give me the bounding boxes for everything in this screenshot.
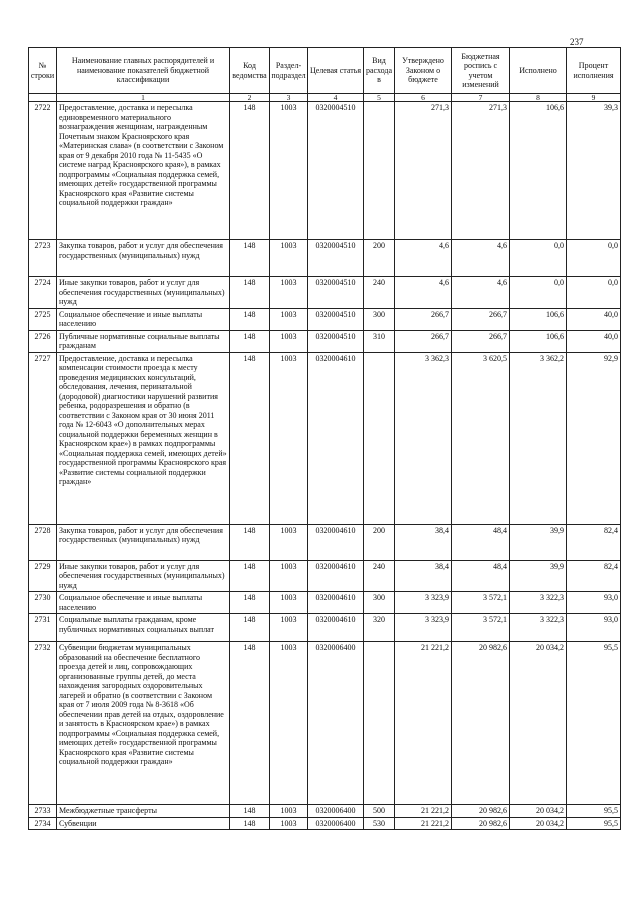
table-row bbox=[29, 592, 621, 614]
section-code: 1003 bbox=[270, 240, 308, 277]
execution-percent: 40,0 bbox=[567, 330, 621, 352]
execution-percent: 93,0 bbox=[567, 614, 621, 642]
target-article: 0320004510 bbox=[308, 330, 364, 352]
target-article: 0320004510 bbox=[308, 102, 364, 240]
header-cell: Исполнено bbox=[510, 48, 567, 94]
approved-amount: 4,6 bbox=[395, 240, 452, 277]
schedule-amount: 266,7 bbox=[452, 330, 510, 352]
expense-type: 530 bbox=[364, 817, 395, 830]
approved-amount: 21 221,2 bbox=[395, 642, 452, 805]
target-article: 0320004610 bbox=[308, 352, 364, 524]
execution-percent: 40,0 bbox=[567, 308, 621, 330]
column-number: 8 bbox=[510, 94, 567, 102]
target-article: 0320006400 bbox=[308, 805, 364, 818]
schedule-amount: 48,4 bbox=[452, 560, 510, 592]
row-number: 2730 bbox=[29, 592, 57, 614]
row-number: 2725 bbox=[29, 308, 57, 330]
table-row bbox=[29, 614, 621, 642]
row-number: 2732 bbox=[29, 642, 57, 805]
expense-type: 300 bbox=[364, 592, 395, 614]
column-number: 9 bbox=[567, 94, 621, 102]
executed-amount: 0,0 bbox=[510, 277, 567, 309]
executed-amount: 39,9 bbox=[510, 524, 567, 560]
table-row bbox=[29, 817, 621, 830]
expense-type: 310 bbox=[364, 330, 395, 352]
target-article: 0320004610 bbox=[308, 524, 364, 560]
row-number: 2729 bbox=[29, 560, 57, 592]
schedule-amount: 48,4 bbox=[452, 524, 510, 560]
row-name: Иные закупки товаров, работ и услуг для обеспечения государственных (муниципальных) нужд bbox=[57, 277, 230, 309]
row-name: Закупка товаров, работ и услуг для обеспечения государственных (муниципальных) нужд bbox=[57, 524, 230, 560]
column-number: 3 bbox=[270, 94, 308, 102]
executed-amount: 0,0 bbox=[510, 240, 567, 277]
page-number: 237 bbox=[570, 37, 584, 47]
dept-code: 148 bbox=[230, 642, 270, 805]
header-cell: Наименование главных распорядителей и наименование показателей бюджетной классификации bbox=[57, 48, 230, 94]
schedule-amount: 4,6 bbox=[452, 277, 510, 309]
row-name: Субвенции bbox=[57, 817, 230, 830]
column-number: 4 bbox=[308, 94, 364, 102]
expense-type: 240 bbox=[364, 560, 395, 592]
approved-amount: 38,4 bbox=[395, 560, 452, 592]
budget-table bbox=[28, 47, 621, 830]
expense-type bbox=[364, 102, 395, 240]
dept-code: 148 bbox=[230, 524, 270, 560]
section-code: 1003 bbox=[270, 524, 308, 560]
approved-amount: 266,7 bbox=[395, 330, 452, 352]
table-row bbox=[29, 560, 621, 592]
header-cell: Целевая статья bbox=[308, 48, 364, 94]
table-row bbox=[29, 805, 621, 818]
section-code: 1003 bbox=[270, 817, 308, 830]
approved-amount: 3 323,9 bbox=[395, 614, 452, 642]
header-cell: Вид расхода в bbox=[364, 48, 395, 94]
row-number: 2724 bbox=[29, 277, 57, 309]
target-article: 0320004610 bbox=[308, 560, 364, 592]
row-name: Публичные нормативные социальные выплаты гражданам bbox=[57, 330, 230, 352]
target-article: 0320004610 bbox=[308, 614, 364, 642]
execution-percent: 95,5 bbox=[567, 805, 621, 818]
section-code: 1003 bbox=[270, 330, 308, 352]
approved-amount: 3 323,9 bbox=[395, 592, 452, 614]
row-number: 2727 bbox=[29, 352, 57, 524]
approved-amount: 21 221,2 bbox=[395, 817, 452, 830]
row-number: 2722 bbox=[29, 102, 57, 240]
execution-percent: 95,5 bbox=[567, 642, 621, 805]
schedule-amount: 3 572,1 bbox=[452, 592, 510, 614]
header-cell: Код ведомства bbox=[230, 48, 270, 94]
dept-code: 148 bbox=[230, 308, 270, 330]
row-number: 2723 bbox=[29, 240, 57, 277]
expense-type: 300 bbox=[364, 308, 395, 330]
schedule-amount: 3 620,5 bbox=[452, 352, 510, 524]
row-name: Межбюджетные трансферты bbox=[57, 805, 230, 818]
row-number: 2734 bbox=[29, 817, 57, 830]
section-code: 1003 bbox=[270, 560, 308, 592]
table-row bbox=[29, 277, 621, 309]
column-number-row bbox=[29, 94, 621, 102]
section-code: 1003 bbox=[270, 308, 308, 330]
dept-code: 148 bbox=[230, 614, 270, 642]
schedule-amount: 20 982,6 bbox=[452, 642, 510, 805]
section-code: 1003 bbox=[270, 277, 308, 309]
executed-amount: 106,6 bbox=[510, 102, 567, 240]
executed-amount: 3 362,2 bbox=[510, 352, 567, 524]
executed-amount: 3 322,3 bbox=[510, 592, 567, 614]
dept-code: 148 bbox=[230, 277, 270, 309]
row-name: Социальное обеспечение и иные выплаты населению bbox=[57, 592, 230, 614]
header-cell: Раздел-подраздел bbox=[270, 48, 308, 94]
dept-code: 148 bbox=[230, 560, 270, 592]
target-article: 0320004510 bbox=[308, 240, 364, 277]
executed-amount: 20 034,2 bbox=[510, 805, 567, 818]
table-row bbox=[29, 352, 621, 524]
section-code: 1003 bbox=[270, 592, 308, 614]
dept-code: 148 bbox=[230, 805, 270, 818]
schedule-amount: 266,7 bbox=[452, 308, 510, 330]
row-number: 2733 bbox=[29, 805, 57, 818]
column-number bbox=[29, 94, 57, 102]
table-row bbox=[29, 524, 621, 560]
column-number: 5 bbox=[364, 94, 395, 102]
row-name: Предоставление, доставка и пересылка единовременного материального вознаграждения женщинам, награжденным Почетным знаком Красноярского края «Материнская слава» (в соответствии с Законом края от 9 декабря 2010 года № 11-5435 «О системе наград Красноярского края»), в рамках подпрограммы «Социальная поддержка семей, имеющих детей» государственной программы Красноярского края «Развитие системы социальной поддержки граждан» bbox=[57, 102, 230, 240]
table-row bbox=[29, 642, 621, 805]
header-cell: Бюджетная роспись с учетом изменений bbox=[452, 48, 510, 94]
expense-type bbox=[364, 642, 395, 805]
execution-percent: 82,4 bbox=[567, 560, 621, 592]
expense-type: 200 bbox=[364, 240, 395, 277]
expense-type: 320 bbox=[364, 614, 395, 642]
execution-percent: 0,0 bbox=[567, 277, 621, 309]
section-code: 1003 bbox=[270, 102, 308, 240]
row-name: Иные закупки товаров, работ и услуг для обеспечения государственных (муниципальных) нужд bbox=[57, 560, 230, 592]
executed-amount: 39,9 bbox=[510, 560, 567, 592]
executed-amount: 106,6 bbox=[510, 308, 567, 330]
column-number: 7 bbox=[452, 94, 510, 102]
row-number: 2731 bbox=[29, 614, 57, 642]
expense-type: 200 bbox=[364, 524, 395, 560]
target-article: 0320006400 bbox=[308, 817, 364, 830]
header-cell: Утверждено Законом о бюджете bbox=[395, 48, 452, 94]
dept-code: 148 bbox=[230, 352, 270, 524]
execution-percent: 92,9 bbox=[567, 352, 621, 524]
dept-code: 148 bbox=[230, 102, 270, 240]
section-code: 1003 bbox=[270, 614, 308, 642]
target-article: 0320006400 bbox=[308, 642, 364, 805]
column-number: 2 bbox=[230, 94, 270, 102]
approved-amount: 38,4 bbox=[395, 524, 452, 560]
dept-code: 148 bbox=[230, 592, 270, 614]
execution-percent: 0,0 bbox=[567, 240, 621, 277]
row-name: Предоставление, доставка и пересылка компенсации стоимости проезда к месту проведения медицинских консультаций, обследования, лечения, перинатальной (дородовой) диагностики нарушений развития ребенка, родоразрешения и обратно (в соответствии с Законом края от 30 июня 2011 года № 12-6043 «О дополнительных мерах социальной поддержки беременных женщин в Красноярском крае») в рамках подпрограммы «Социальная поддержка семей, имеющих детей» государственной программы Красноярского края «Развитие системы социальной поддержки граждан» bbox=[57, 352, 230, 524]
approved-amount: 21 221,2 bbox=[395, 805, 452, 818]
execution-percent: 82,4 bbox=[567, 524, 621, 560]
row-name: Социальное обеспечение и иные выплаты населению bbox=[57, 308, 230, 330]
execution-percent: 39,3 bbox=[567, 102, 621, 240]
executed-amount: 20 034,2 bbox=[510, 642, 567, 805]
approved-amount: 266,7 bbox=[395, 308, 452, 330]
executed-amount: 20 034,2 bbox=[510, 817, 567, 830]
row-name: Закупка товаров, работ и услуг для обеспечения государственных (муниципальных) нужд bbox=[57, 240, 230, 277]
row-number: 2728 bbox=[29, 524, 57, 560]
row-number: 2726 bbox=[29, 330, 57, 352]
schedule-amount: 20 982,6 bbox=[452, 805, 510, 818]
row-name: Социальные выплаты гражданам, кроме публичных нормативных социальных выплат bbox=[57, 614, 230, 642]
approved-amount: 3 362,3 bbox=[395, 352, 452, 524]
execution-percent: 95,5 bbox=[567, 817, 621, 830]
expense-type: 240 bbox=[364, 277, 395, 309]
dept-code: 148 bbox=[230, 240, 270, 277]
section-code: 1003 bbox=[270, 805, 308, 818]
schedule-amount: 271,3 bbox=[452, 102, 510, 240]
approved-amount: 4,6 bbox=[395, 277, 452, 309]
section-code: 1003 bbox=[270, 642, 308, 805]
schedule-amount: 20 982,6 bbox=[452, 817, 510, 830]
table-row bbox=[29, 308, 621, 330]
execution-percent: 93,0 bbox=[567, 592, 621, 614]
expense-type bbox=[364, 352, 395, 524]
target-article: 0320004510 bbox=[308, 308, 364, 330]
header-cell: № строки bbox=[29, 48, 57, 94]
target-article: 0320004510 bbox=[308, 277, 364, 309]
table-row bbox=[29, 102, 621, 240]
header-cell: Процент исполнения bbox=[567, 48, 621, 94]
dept-code: 148 bbox=[230, 330, 270, 352]
target-article: 0320004610 bbox=[308, 592, 364, 614]
header-row bbox=[29, 48, 621, 94]
executed-amount: 106,6 bbox=[510, 330, 567, 352]
approved-amount: 271,3 bbox=[395, 102, 452, 240]
column-number: 1 bbox=[57, 94, 230, 102]
dept-code: 148 bbox=[230, 817, 270, 830]
expense-type: 500 bbox=[364, 805, 395, 818]
schedule-amount: 3 572,1 bbox=[452, 614, 510, 642]
table-row bbox=[29, 330, 621, 352]
table-row bbox=[29, 240, 621, 277]
row-name: Субвенции бюджетам муниципальных образований на обеспечение бесплатного проезда детей и лиц, сопровождающих организованные группы детей, до места нахождения загородных оздоровительных лагерей и обратно (в соответствии с Законом края от 7 июля 2009 года № 8-3618 «Об обеспечении прав детей на отдых, оздоровление и занятость в Красноярском крае») в рамках подпрограммы «Социальная поддержка семей, имеющих детей» государственной программы Красноярского края «Развитие системы социальной поддержки граждан» bbox=[57, 642, 230, 805]
schedule-amount: 4,6 bbox=[452, 240, 510, 277]
column-number: 6 bbox=[395, 94, 452, 102]
section-code: 1003 bbox=[270, 352, 308, 524]
executed-amount: 3 322,3 bbox=[510, 614, 567, 642]
